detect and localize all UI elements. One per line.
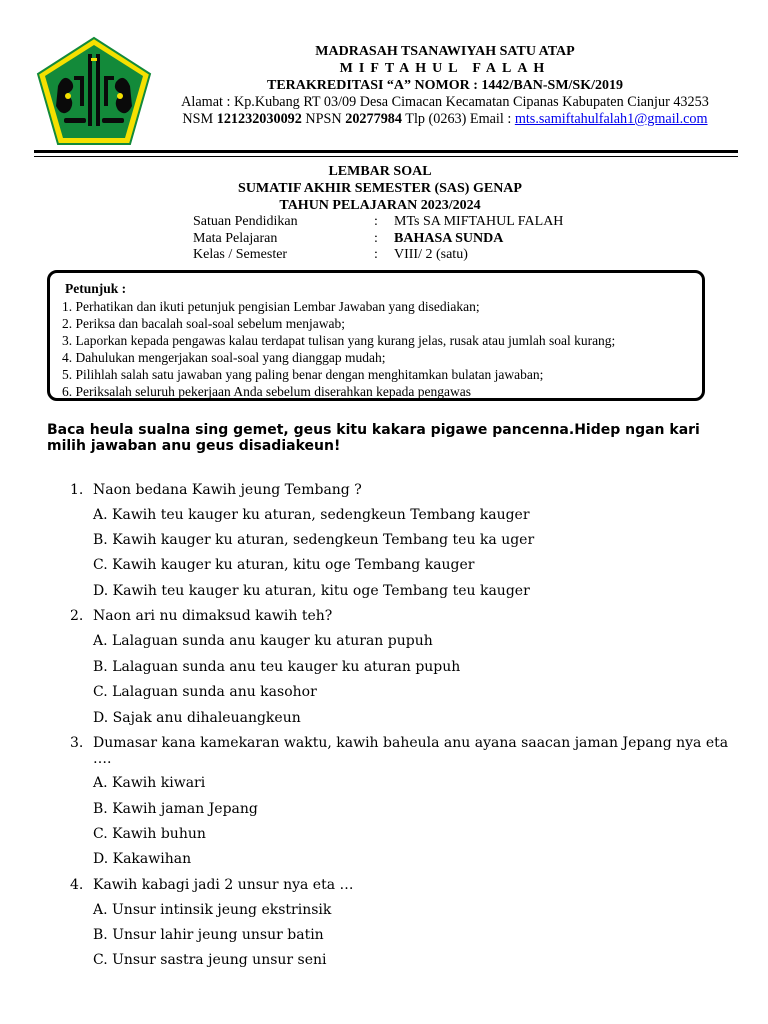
instructions-box: [47, 270, 705, 401]
email-link[interactable]: mts.samiftahulfalah1@gmail.com: [514, 111, 708, 127]
question-number: 4.: [70, 877, 84, 893]
instruction-item: 4. Dahulukan mengerjakan soal-soal yang dianggap mudah;: [62, 350, 386, 365]
school-logo-icon: [34, 36, 154, 148]
school-subtitle: MIFTAHUL FALAH: [339, 61, 551, 76]
answer-option: B. Lalaguan sunda anu teu kauger ku aturan pupuh: [93, 659, 461, 675]
info-label: Kelas / Semester: [193, 247, 288, 262]
answer-option: A. Kawih kiwari: [93, 775, 206, 791]
instructions-title: Petunjuk :: [65, 281, 127, 296]
answer-option: A. Unsur intinsik jeung ekstrinsik: [93, 902, 332, 918]
npsn-label: NPSN: [305, 111, 342, 127]
question-number: 2.: [70, 608, 84, 624]
info-value: BAHASA SUNDA: [394, 231, 504, 246]
answer-option: B. Kawih jaman Jepang: [93, 801, 258, 817]
info-separator: :: [374, 247, 378, 262]
nsm-label: NSM: [182, 111, 214, 127]
info-label: Mata Pelajaran: [193, 231, 278, 246]
accreditation-line: TERAKREDITASI “A” NOMOR : 1442/BAN-SM/SK/2019: [267, 78, 623, 93]
school-name: MADRASAH TSANAWIYAH SATU ATAP: [315, 44, 575, 59]
question-text: Kawih kabagi jadi 2 unsur nya eta …: [93, 877, 354, 893]
answer-option: D. Kawih teu kauger ku aturan, kitu oge Tembang teu kauger: [93, 583, 530, 599]
answer-option: B. Kawih kauger ku aturan, sedengkeun Tembang teu ka uger: [93, 532, 535, 548]
instruction-item: 5. Pilihlah salah satu jawaban yang paling benar dengan menghitamkan bulatan jawaban;: [62, 367, 544, 382]
answer-option: B. Unsur lahir jeung unsur batin: [93, 927, 324, 943]
info-separator: :: [374, 231, 378, 246]
npsn-number: 20277984: [345, 111, 402, 127]
answer-option: C. Lalaguan sunda anu kasohor: [93, 684, 317, 700]
instruction-item: 1. Perhatikan dan ikuti petunjuk pengisian Lembar Jawaban yang disediakan;: [62, 299, 480, 314]
instruction-item: 6. Periksalah seluruh pekerjaan Anda sebelum diserahkan kepada pengawas: [62, 384, 471, 399]
instruction-item: 2. Periksa dan bacalah soal-soal sebelum menjawab;: [62, 316, 346, 331]
doc-title: LEMBAR SOAL: [328, 164, 432, 179]
nsm-number: 121232030092: [216, 111, 302, 127]
info-row-satuan: [193, 213, 693, 230]
answer-option: D. Kakawihan: [93, 851, 192, 867]
question-number: 1.: [70, 482, 84, 498]
intro-instruction: Baca heula sualna sing gemet, geus kitu kakara pigawe pancenna.Hidep ngan kari milih jawaban anu geus disadiakeun!: [47, 422, 700, 454]
answer-option: C. Kawih kauger ku aturan, kitu oge Tembang kauger: [93, 557, 475, 573]
answer-option: D. Sajak anu dihaleuangkeun: [93, 710, 301, 726]
answer-option: C. Kawih buhun: [93, 826, 206, 842]
header-divider-thick: [34, 150, 738, 153]
answer-option: A. Kawih teu kauger ku aturan, sedengkeun Tembang kauger: [93, 507, 530, 523]
header-divider-thin: [34, 156, 738, 157]
question-number: 3.: [70, 735, 84, 751]
instruction-item: 3. Laporkan kepada pengawas kalau terdapat tulisan yang kurang jelas, rusak atau jumlah soal kurang;: [62, 333, 616, 348]
question-text: Naon bedana Kawih jeung Tembang ?: [93, 482, 362, 498]
info-label: Satuan Pendidikan: [193, 214, 298, 229]
phone-label: Tlp (0263) Email :: [405, 111, 512, 127]
academic-year: TAHUN PELAJARAN 2023/2024: [279, 198, 481, 213]
info-value: MTs SA MIFTAHUL FALAH: [394, 214, 564, 229]
info-value: VIII/ 2 (satu): [394, 247, 468, 262]
exam-title: SUMATIF AKHIR SEMESTER (SAS) GENAP: [238, 181, 522, 196]
question-text: Dumasar kana kamekaran waktu, kawih baheula anu ayana saacan jaman Jepang nya eta ….: [93, 735, 729, 767]
instructions-list: [62, 298, 615, 400]
info-separator: :: [374, 214, 378, 229]
info-row-mapel: [193, 230, 693, 247]
school-address: Alamat : Kp.Kubang RT 03/09 Desa Cimacan Kecamatan Cipanas Kabupaten Cianjur 43253: [181, 94, 709, 110]
question-text: Naon ari nu dimaksud kawih teh?: [93, 608, 333, 624]
answer-option: A. Lalaguan sunda anu kauger ku aturan pupuh: [93, 633, 433, 649]
answer-option: C. Unsur sastra jeung unsur seni: [93, 952, 327, 968]
nsm-npsn-line: [150, 111, 740, 128]
info-row-kelas: [193, 246, 693, 263]
